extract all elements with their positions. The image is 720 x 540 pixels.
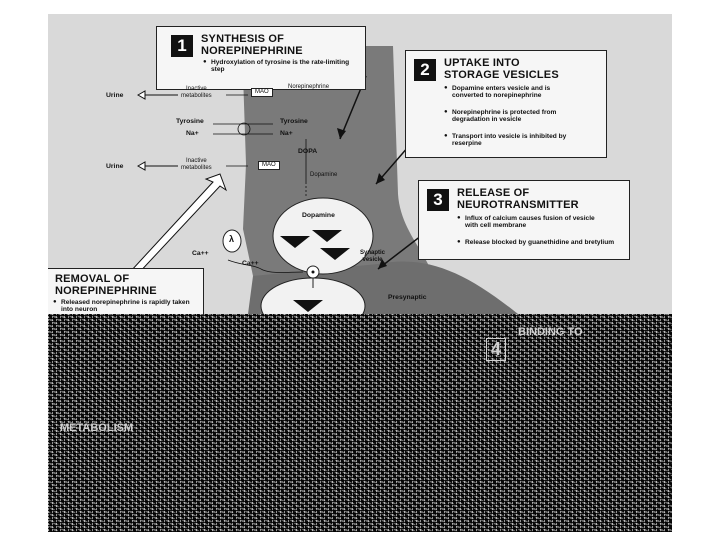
box-uptake-title-2: STORAGE VESICLES bbox=[444, 69, 559, 81]
ghost-metabolism-title: METABOLISM bbox=[60, 422, 134, 434]
label-inactive-1: Inactive metabolites bbox=[181, 86, 212, 99]
box-uptake-bullet-3: ● Transport into vesicle is inhibited by reserpine bbox=[452, 133, 582, 148]
box-uptake-title-1: UPTAKE INTO bbox=[444, 57, 520, 69]
label-lambda: λ bbox=[229, 234, 235, 244]
label-calcium-outside: Ca++ bbox=[192, 250, 209, 257]
label-dopamine-vesicle: Dopamine bbox=[302, 212, 335, 219]
label-synaptic-vesicle: Synaptic vesicle bbox=[360, 250, 386, 263]
box-removal-title-1: REMOVAL OF bbox=[55, 273, 130, 285]
scanned-diagram bbox=[48, 14, 672, 532]
box-release-bullet-2: ● Release blocked by guanethidine and bretylium bbox=[465, 239, 615, 246]
label-na-outside: Na+ bbox=[186, 130, 199, 137]
ghost-number-4: 4 bbox=[486, 338, 506, 361]
box-uptake-bullet-1: ● Dopamine enters vesicle and is converted to norepinephrine bbox=[452, 85, 582, 100]
label-presynaptic: Presynaptic bbox=[388, 294, 427, 301]
label-urine-1: Urine bbox=[106, 92, 124, 99]
box-uptake bbox=[405, 50, 607, 158]
label-tyrosine-outside: Tyrosine bbox=[176, 118, 204, 125]
box-uptake-bullet-2: ● Norepinephrine is protected from degradation in vesicle bbox=[452, 109, 582, 124]
label-mao-2: MAO bbox=[258, 161, 280, 170]
box-release-number: 3 bbox=[427, 189, 449, 211]
box-release-bullet-1: ● Influx of calcium causes fusion of vesicle with cell membrane bbox=[465, 215, 595, 230]
label-norepinephrine-small: Norepinephrine bbox=[288, 84, 330, 90]
arrow-box4 bbox=[130, 174, 226, 276]
box-synthesis bbox=[156, 26, 366, 90]
box-synthesis-bullet-1: ● Hydroxylation of tyrosine is the rate-limiting step bbox=[211, 59, 351, 74]
label-urine-2: Urine bbox=[106, 163, 124, 170]
ghost-binding-title: BINDING TO bbox=[518, 326, 583, 338]
label-inactive-2: Inactive metabolites bbox=[181, 158, 212, 171]
box-removal-bullet-1: ● Released norepinephrine is rapidly taken into neuron bbox=[61, 299, 199, 314]
box-release bbox=[418, 180, 630, 260]
label-calcium-inside: Ca++ bbox=[242, 260, 259, 267]
scan-noise-region bbox=[48, 314, 672, 532]
box-release-title-2: NEUROTRANSMITTER bbox=[457, 199, 579, 211]
label-dopa: DOPA bbox=[298, 148, 318, 155]
label-mao-1: MAO bbox=[251, 88, 273, 97]
box-synthesis-title-2: NOREPINEPHRINE bbox=[201, 45, 303, 57]
box-removal-title-2: NOREPINEPHRINE bbox=[55, 285, 157, 297]
box-synthesis-number: 1 bbox=[171, 35, 193, 57]
box-uptake-number: 2 bbox=[414, 59, 436, 81]
box-release-title-1: RELEASE OF bbox=[457, 187, 530, 199]
box-synthesis-title-1: SYNTHESIS OF bbox=[201, 33, 285, 45]
label-tyrosine-inside: Tyrosine bbox=[280, 118, 308, 125]
label-na-inside: Na+ bbox=[280, 130, 293, 137]
label-dopamine-small: Dopamine bbox=[310, 172, 338, 178]
